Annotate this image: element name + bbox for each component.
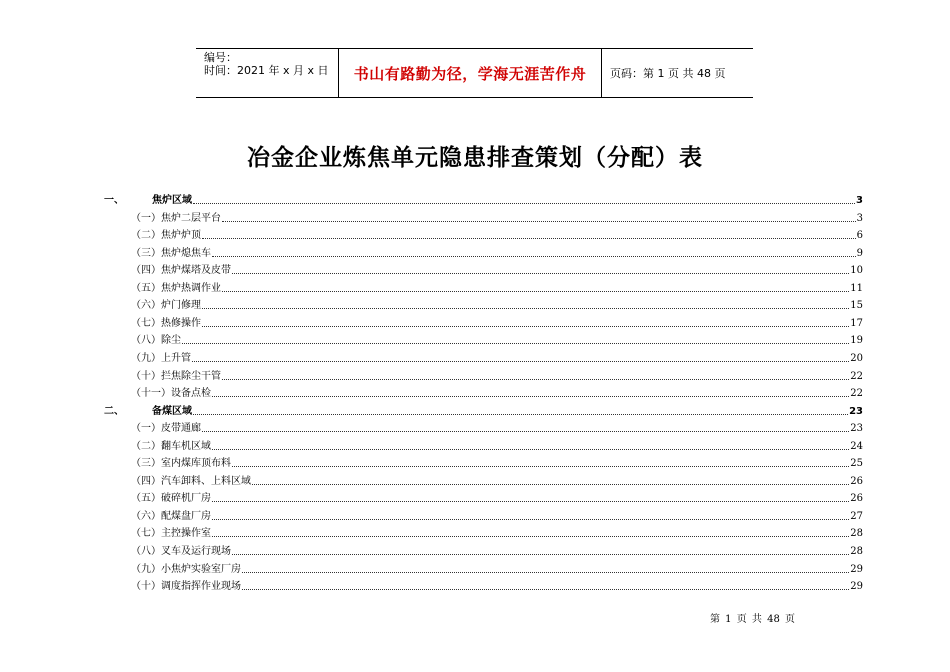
- toc-entry[interactable]: [131, 247, 863, 261]
- toc-entry[interactable]: [131, 563, 863, 577]
- toc-entry-number: （九）: [131, 352, 161, 364]
- toc-entry-page: 3: [856, 195, 863, 206]
- toc-dot-leader: [222, 378, 849, 380]
- toc-entry-number: （六）: [131, 510, 161, 522]
- toc-entry-page: 22: [850, 388, 863, 400]
- toc-entry-label: 室内煤库顶布料: [161, 458, 231, 470]
- toc-entry-page: 22: [850, 370, 863, 382]
- header-motto: 书山有路勤为径，学海无涯苦作舟: [353, 64, 587, 83]
- toc-dot-leader: [252, 483, 849, 485]
- toc-dot-leader: [192, 360, 849, 362]
- toc-entry-label: 焦炉二层平台: [161, 212, 221, 224]
- toc-entry-page: 23: [849, 405, 863, 417]
- toc-dot-leader: [242, 571, 849, 573]
- toc-entry-label: 主控操作室: [161, 528, 211, 540]
- toc-entry[interactable]: [131, 229, 863, 243]
- toc-entry-label: 焦炉热调作业: [161, 282, 221, 294]
- toc-entry[interactable]: [131, 212, 863, 226]
- toc-entry-label: 汽车卸料、上料区域: [161, 475, 251, 487]
- toc-entry-page: 3: [856, 212, 863, 224]
- toc-entry-page: 10: [850, 265, 863, 277]
- toc-entry[interactable]: [131, 317, 863, 331]
- header-table: [196, 48, 753, 98]
- toc-entry-label: 炉门修理: [161, 300, 201, 312]
- toc-entry-page: 17: [850, 317, 863, 329]
- toc-dot-leader: [212, 518, 849, 520]
- toc-entry[interactable]: [131, 264, 863, 278]
- toc-entry-page: 11: [850, 282, 863, 294]
- toc-entry-label: 焦炉区域: [152, 195, 192, 206]
- toc-entry[interactable]: [131, 580, 863, 594]
- toc-entry[interactable]: [131, 299, 863, 313]
- toc-entry[interactable]: [131, 370, 863, 384]
- number-label: 编号：: [204, 51, 237, 64]
- toc-entry-number: （二）: [131, 440, 161, 452]
- toc-entry-label: 配煤盘厂房: [161, 510, 211, 522]
- toc-entry-number: 二、: [104, 405, 124, 417]
- toc-entry-page: 26: [850, 493, 863, 505]
- toc-entry[interactable]: [131, 475, 863, 489]
- toc-entry-number: （七）: [131, 528, 161, 540]
- toc-dot-leader: [202, 325, 849, 327]
- header-meta: [196, 49, 339, 97]
- toc-entry-label: 皮带通廊: [161, 423, 201, 435]
- page-footer: 第 1 页 共 48 页: [710, 614, 795, 625]
- toc-entry-page: 26: [850, 475, 863, 487]
- toc-entry-page: 23: [850, 423, 863, 435]
- toc-dot-leader: [212, 255, 856, 257]
- toc-entry-page: 9: [856, 247, 863, 259]
- toc-dot-leader: [202, 307, 849, 309]
- toc-entry[interactable]: [131, 527, 863, 541]
- toc-entry-number: （五）: [131, 282, 161, 294]
- toc-dot-leader: [242, 588, 849, 590]
- toc-entry-number: （三）: [131, 458, 161, 470]
- toc-entry-label: 上升管: [161, 352, 191, 364]
- toc-entry-label: 焦炉炉顶: [161, 230, 201, 242]
- toc-dot-leader: [222, 220, 856, 222]
- toc-entry-page: 29: [850, 581, 863, 593]
- toc-dot-leader: [232, 272, 849, 274]
- header-page-info: 页码：第 1 页 共 48 页: [610, 67, 726, 80]
- toc-entry-number: （七）: [131, 317, 161, 329]
- toc-entry[interactable]: [131, 334, 863, 348]
- toc-entry-page: 15: [850, 300, 863, 312]
- toc-entry[interactable]: [104, 405, 863, 419]
- toc-entry-number: （三）: [131, 247, 161, 259]
- toc-entry-number: （一）: [131, 423, 161, 435]
- toc-entry-number: （四）: [131, 475, 161, 487]
- toc-entry-page: 27: [850, 510, 863, 522]
- toc-dot-leader: [212, 535, 849, 537]
- toc-entry-label: 焦炉煤塔及皮带: [161, 265, 231, 277]
- toc-entry-number: （二）: [131, 230, 161, 242]
- toc-entry-page: 19: [850, 335, 863, 347]
- page-title: 冶金企业炼焦单元隐患排查策划（分配）表: [247, 145, 703, 171]
- toc-entry-number: （九）: [131, 563, 161, 575]
- toc-entry-number: （八）: [131, 546, 161, 557]
- toc-entry-label: 备煤区域: [152, 405, 192, 417]
- toc-entry[interactable]: [131, 282, 863, 296]
- toc-entry-label: 除尘: [161, 335, 181, 347]
- toc-entry-number: 一、: [104, 195, 124, 206]
- toc-entry-number: （五）: [131, 493, 161, 505]
- toc-entry-page: 29: [850, 563, 863, 575]
- toc-dot-leader: [232, 465, 849, 467]
- toc-entry-page: 20: [850, 352, 863, 364]
- time-label: 时间：2021 年 x 月 x 日: [204, 64, 329, 77]
- toc-entry-number: （十）: [131, 581, 161, 593]
- toc-entry-label: 焦炉熄焦车: [161, 247, 211, 259]
- toc-dot-leader: [212, 395, 849, 397]
- toc-entry-number: （四）: [131, 265, 161, 277]
- toc-entry-number: （一）: [131, 212, 161, 224]
- toc-entry-page: 28: [850, 546, 863, 557]
- header-motto-cell: [339, 49, 602, 97]
- toc-entry-page: 28: [850, 528, 863, 540]
- toc-entry-label: 破碎机厂房: [161, 493, 211, 505]
- toc-entry[interactable]: [131, 440, 863, 454]
- toc-entry-label: 翻车机区域: [161, 440, 211, 452]
- toc-dot-leader: [182, 342, 849, 344]
- toc-entry[interactable]: [131, 545, 863, 559]
- toc-entry-number: （十）: [131, 370, 161, 382]
- toc-entry-page: 24: [850, 440, 863, 452]
- toc-entry-page: 6: [856, 230, 863, 242]
- toc-dot-leader: [212, 500, 849, 502]
- toc-dot-leader: [193, 413, 848, 415]
- toc-dot-leader: [202, 237, 856, 239]
- toc-entry-label: 小焦炉实验室厂房: [161, 563, 241, 575]
- toc-entry[interactable]: [104, 194, 863, 208]
- toc-entry-label: 叉车及运行现场: [161, 546, 231, 557]
- toc-dot-leader: [202, 430, 849, 432]
- toc-entry[interactable]: [131, 492, 863, 506]
- toc-entry-number: （六）: [131, 300, 161, 312]
- toc-dot-leader: [212, 448, 849, 450]
- toc-entry-label: 热修操作: [161, 317, 201, 329]
- toc-dot-leader: [232, 553, 849, 555]
- toc-entry[interactable]: [131, 457, 863, 471]
- toc-entry-label: 调度指挥作业现场: [161, 581, 241, 593]
- toc-entry[interactable]: [131, 387, 863, 401]
- toc-entry-label: 设备点检: [171, 388, 211, 400]
- toc-entry[interactable]: [131, 352, 863, 366]
- toc-entry[interactable]: [131, 510, 863, 524]
- toc-entry-number: （十一）: [131, 388, 171, 400]
- toc-dot-leader: [193, 202, 855, 204]
- toc-entry-label: 拦焦除尘干管: [161, 370, 221, 382]
- toc-entry-number: （八）: [131, 335, 161, 347]
- toc-dot-leader: [222, 290, 849, 292]
- toc-entry[interactable]: [131, 422, 863, 436]
- toc-entry-page: 25: [850, 458, 863, 470]
